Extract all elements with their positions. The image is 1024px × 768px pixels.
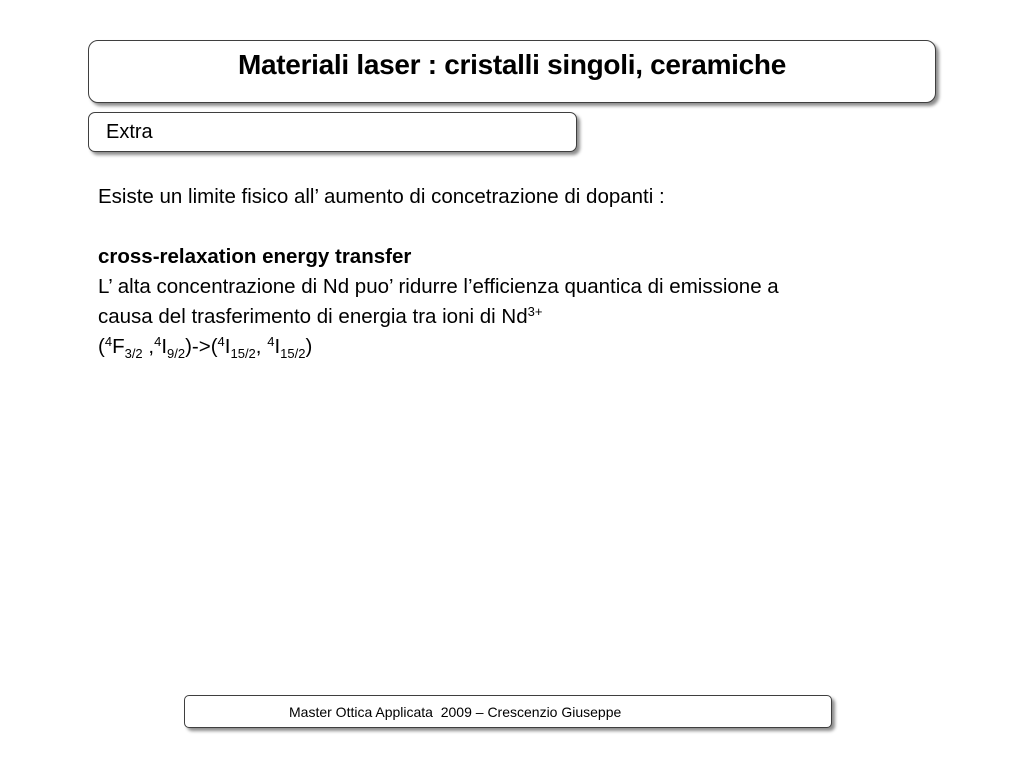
body-line-2 (98, 302, 918, 332)
blank-line (98, 212, 918, 242)
slide-body (98, 182, 918, 362)
state-1-term: F (112, 335, 125, 358)
state-2-j: 9/2 (167, 345, 186, 361)
state-2-multiplicity: 4 (154, 333, 162, 349)
paren-close: ) (305, 335, 313, 358)
footer-text: Master Ottica Applicata 2009 – Crescenzio Giuseppe (289, 704, 622, 720)
state-4-multiplicity: 4 (267, 333, 275, 349)
section-label-frame (88, 112, 577, 152)
ion-charge: 3+ (527, 303, 543, 319)
state-2-term: I (161, 335, 168, 358)
slide-title: Materiali laser : cristalli singoli, ceramiche (237, 49, 786, 80)
state-3-multiplicity: 4 (217, 333, 225, 349)
state-4-j: 15/2 (280, 345, 306, 361)
separator-1: , (142, 335, 155, 358)
transition-arrow: )->( (185, 335, 218, 358)
paren-open: ( (98, 335, 105, 358)
state-1-multiplicity: 4 (104, 333, 113, 349)
transition-formula (98, 332, 918, 362)
body-line-1: L’ alta concentrazione di Nd puo’ ridurre l’efficienza quantica di emissione a (98, 275, 779, 298)
separator-2: , (255, 335, 268, 358)
state-4-term: I (274, 335, 281, 358)
section-label: Extra (106, 121, 153, 143)
body-heading: cross-relaxation energy transfer (98, 245, 412, 268)
body-line-2-text: causa del trasferimento di energia tra ioni di Nd (98, 305, 528, 328)
state-1-j: 3/2 (124, 345, 143, 361)
intro-text: Esiste un limite fisico all’ aumento di concetrazione di dopanti : (98, 185, 665, 208)
state-3-j: 15/2 (230, 345, 256, 361)
state-3-term: I (224, 335, 231, 358)
